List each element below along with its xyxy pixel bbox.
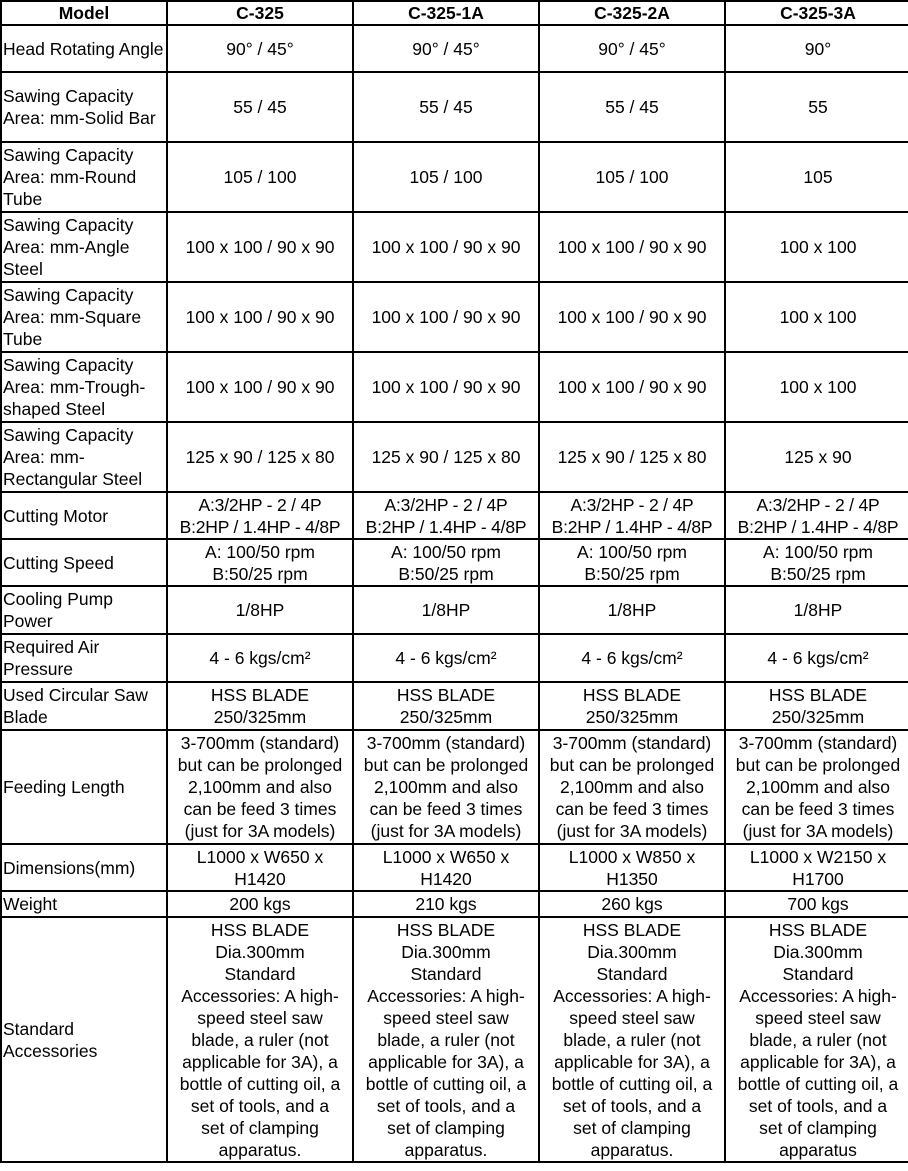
- cell-text: set of tools, and a: [562, 1095, 702, 1116]
- cell-text: 100 x 100: [779, 307, 857, 327]
- cell-text: H1420: [234, 868, 286, 889]
- cell-text: can be feed 3 times: [183, 799, 337, 819]
- header-model-c325: C-325: [167, 1, 353, 25]
- value-cell: [167, 282, 353, 352]
- cell-text: set of tools, and a: [190, 1095, 330, 1116]
- cell-text: 4 - 6 kgs/cm²: [395, 648, 497, 668]
- cell-text: H1350: [606, 868, 658, 889]
- row-label: Sawing Capacity Area: mm-Solid Bar: [1, 72, 167, 142]
- cell-text: Dia.300mm: [215, 941, 305, 962]
- table-row: [1, 917, 908, 1162]
- cell-text: 200 kgs: [229, 894, 291, 914]
- row-label: Sawing Capacity Area: mm-Rectangular Steel: [1, 422, 167, 492]
- table-row: [1, 586, 908, 634]
- cell-text: 100 x 100 / 90 x 90: [557, 237, 707, 257]
- cell-text: but can be prolonged: [735, 755, 901, 775]
- value-cell: [725, 282, 908, 352]
- table-row: [1, 844, 908, 891]
- cell-text: bottle of cutting oil, a: [365, 1073, 527, 1094]
- cell-text: HSS BLADE: [768, 685, 868, 705]
- cell-text: L1000 x W850 x: [568, 846, 696, 867]
- cell-text: Dia.300mm: [401, 941, 491, 962]
- value-cell: [167, 539, 353, 586]
- cell-text: B:2HP / 1.4HP - 4/8P: [551, 516, 713, 537]
- value-cell: [725, 72, 908, 142]
- table-row: [1, 634, 908, 682]
- cell-text: 1/8HP: [421, 600, 471, 620]
- cell-text: 125 x 90 / 125 x 80: [371, 447, 521, 467]
- value-cell: [353, 142, 539, 212]
- table-row: [1, 25, 908, 72]
- value-cell: [353, 212, 539, 282]
- cell-text: 90° / 45°: [226, 38, 294, 59]
- value-cell: [353, 539, 539, 586]
- table-row: [1, 730, 908, 844]
- row-label: Sawing Capacity Area: mm-Square Tube: [1, 282, 167, 352]
- cell-text: applicable for 3A), a: [182, 1051, 338, 1072]
- cell-text: set of clamping: [387, 1117, 505, 1138]
- cell-text: 100 x 100 / 90 x 90: [371, 237, 521, 257]
- cell-text: HSS BLADE: [396, 919, 496, 940]
- cell-text: 3-700mm (standard): [180, 733, 340, 753]
- value-cell: [539, 891, 725, 917]
- cell-text: B:50/25 rpm: [398, 563, 494, 584]
- cell-text: blade, a ruler (not: [191, 1029, 329, 1050]
- value-cell: [353, 682, 539, 730]
- cell-text: 2,100mm and also: [560, 777, 704, 797]
- cell-text: apparatus: [779, 1139, 857, 1160]
- row-label: Used Circular Saw Blade: [1, 682, 167, 730]
- table-row: [1, 212, 908, 282]
- value-cell: [725, 539, 908, 586]
- cell-text: 55 / 45: [605, 97, 659, 117]
- table-row: [1, 142, 908, 212]
- cell-text: bottle of cutting oil, a: [737, 1073, 899, 1094]
- cell-text: 3-700mm (standard): [738, 733, 898, 753]
- value-cell: [725, 917, 908, 1162]
- cell-text: Accessories: A high-: [739, 985, 897, 1006]
- cell-text: 100 x 100 / 90 x 90: [185, 307, 335, 327]
- cell-text: A: 100/50 rpm: [577, 541, 687, 562]
- table-row: [1, 352, 908, 422]
- value-cell: [353, 586, 539, 634]
- cell-text: 90° / 45°: [598, 38, 666, 59]
- cell-text: speed steel saw: [383, 1007, 509, 1028]
- value-cell: [539, 25, 725, 72]
- cell-text: 3-700mm (standard): [366, 733, 526, 753]
- value-cell: [725, 891, 908, 917]
- cell-text: speed steel saw: [755, 1007, 881, 1028]
- cell-text: apparatus.: [218, 1139, 302, 1160]
- cell-text: 105 / 100: [595, 167, 669, 187]
- cell-text: 250/325mm: [399, 707, 493, 727]
- cell-text: can be feed 3 times: [741, 799, 895, 819]
- table-row: [1, 492, 908, 539]
- value-cell: [539, 586, 725, 634]
- cell-text: 125 x 90: [784, 447, 852, 467]
- cell-text: B:50/25 rpm: [770, 563, 866, 584]
- cell-text: 100 x 100 / 90 x 90: [557, 377, 707, 397]
- value-cell: [725, 492, 908, 539]
- value-cell: [539, 682, 725, 730]
- cell-text: bottle of cutting oil, a: [551, 1073, 713, 1094]
- table-row: [1, 422, 908, 492]
- cell-text: Standard: [224, 963, 296, 984]
- value-cell: [353, 282, 539, 352]
- header-model-c325-2a: C-325-2A: [539, 1, 725, 25]
- cell-text: 210 kgs: [415, 894, 477, 914]
- cell-text: 100 x 100 / 90 x 90: [185, 377, 335, 397]
- cell-text: but can be prolonged: [363, 755, 529, 775]
- cell-text: 700 kgs: [787, 894, 849, 914]
- cell-text: 100 x 100 / 90 x 90: [371, 307, 521, 327]
- cell-text: A: 100/50 rpm: [391, 541, 501, 562]
- cell-text: 250/325mm: [585, 707, 679, 727]
- table-row: [1, 282, 908, 352]
- cell-text: 250/325mm: [771, 707, 865, 727]
- cell-text: B:2HP / 1.4HP - 4/8P: [179, 516, 341, 537]
- cell-text: A:3/2HP - 2 / 4P: [756, 494, 880, 515]
- cell-text: 105: [803, 167, 833, 187]
- row-label: Cooling Pump Power: [1, 586, 167, 634]
- value-cell: [725, 142, 908, 212]
- value-cell: [539, 844, 725, 891]
- cell-text: Accessories: A high-: [553, 985, 711, 1006]
- cell-text: H1700: [792, 868, 844, 889]
- cell-text: applicable for 3A), a: [740, 1051, 896, 1072]
- value-cell: [167, 72, 353, 142]
- value-cell: [167, 682, 353, 730]
- cell-text: 2,100mm and also: [746, 777, 890, 797]
- value-cell: [167, 586, 353, 634]
- cell-text: can be feed 3 times: [369, 799, 523, 819]
- row-label: Head Rotating Angle: [1, 25, 167, 72]
- value-cell: [353, 422, 539, 492]
- cell-text: 2,100mm and also: [188, 777, 332, 797]
- cell-text: bottle of cutting oil, a: [179, 1073, 341, 1094]
- cell-text: 1/8HP: [235, 600, 285, 620]
- cell-text: set of clamping: [201, 1117, 319, 1138]
- value-cell: [167, 25, 353, 72]
- value-cell: [167, 422, 353, 492]
- cell-text: speed steel saw: [197, 1007, 323, 1028]
- cell-text: 100 x 100 / 90 x 90: [185, 237, 335, 257]
- cell-text: L1000 x W650 x: [382, 846, 510, 867]
- value-cell: [539, 212, 725, 282]
- row-label: Required Air Pressure: [1, 634, 167, 682]
- cell-text: 100 x 100 / 90 x 90: [557, 307, 707, 327]
- cell-text: Standard: [410, 963, 482, 984]
- cell-text: Dia.300mm: [773, 941, 863, 962]
- table-row: [1, 891, 908, 917]
- value-cell: [353, 25, 539, 72]
- cell-text: 90° / 45°: [412, 38, 480, 59]
- value-cell: [353, 917, 539, 1162]
- value-cell: [353, 352, 539, 422]
- cell-text: Standard: [782, 963, 854, 984]
- cell-text: 55: [808, 97, 828, 117]
- value-cell: [167, 634, 353, 682]
- cell-text: Standard: [596, 963, 668, 984]
- row-label: Sawing Capacity Area: mm-Trough-shaped Steel: [1, 352, 167, 422]
- cell-text: apparatus.: [590, 1139, 674, 1160]
- cell-text: 4 - 6 kgs/cm²: [581, 648, 683, 668]
- value-cell: [167, 891, 353, 917]
- cell-text: HSS BLADE: [582, 919, 682, 940]
- header-row: [1, 1, 908, 25]
- cell-text: speed steel saw: [569, 1007, 695, 1028]
- cell-text: 260 kgs: [601, 894, 663, 914]
- value-cell: [725, 212, 908, 282]
- cell-text: (just for 3A models): [556, 821, 708, 841]
- cell-text: 90°: [804, 38, 832, 59]
- value-cell: [725, 586, 908, 634]
- value-cell: [725, 25, 908, 72]
- cell-text: blade, a ruler (not: [749, 1029, 887, 1050]
- cell-text: (just for 3A models): [184, 821, 336, 841]
- cell-text: applicable for 3A), a: [368, 1051, 524, 1072]
- value-cell: [353, 730, 539, 844]
- value-cell: [353, 634, 539, 682]
- value-cell: [353, 492, 539, 539]
- value-cell: [539, 730, 725, 844]
- value-cell: [167, 352, 353, 422]
- cell-text: apparatus.: [404, 1139, 488, 1160]
- value-cell: [353, 891, 539, 917]
- cell-text: L1000 x W650 x: [196, 846, 324, 867]
- cell-text: set of tools, and a: [376, 1095, 516, 1116]
- cell-text: (just for 3A models): [370, 821, 522, 841]
- cell-text: 1/8HP: [793, 600, 843, 620]
- table-row: [1, 72, 908, 142]
- value-cell: [539, 72, 725, 142]
- row-label: Feeding Length: [1, 730, 167, 844]
- cell-text: HSS BLADE: [768, 919, 868, 940]
- table-row: [1, 539, 908, 586]
- cell-text: HSS BLADE: [210, 685, 310, 705]
- cell-text: 125 x 90 / 125 x 80: [185, 447, 335, 467]
- value-cell: [167, 212, 353, 282]
- cell-text: (just for 3A models): [742, 821, 894, 841]
- value-cell: [725, 634, 908, 682]
- cell-text: B:50/25 rpm: [212, 563, 308, 584]
- cell-text: H1420: [420, 868, 472, 889]
- header-model-c325-1a: C-325-1A: [353, 1, 539, 25]
- cell-text: A:3/2HP - 2 / 4P: [198, 494, 322, 515]
- row-label: Standard Accessories: [1, 917, 167, 1162]
- cell-text: 3-700mm (standard): [552, 733, 712, 753]
- cell-text: B:2HP / 1.4HP - 4/8P: [365, 516, 527, 537]
- cell-text: A:3/2HP - 2 / 4P: [384, 494, 508, 515]
- value-cell: [539, 492, 725, 539]
- cell-text: 250/325mm: [213, 707, 307, 727]
- cell-text: Accessories: A high-: [367, 985, 525, 1006]
- cell-text: 105 / 100: [223, 167, 297, 187]
- value-cell: [539, 539, 725, 586]
- cell-text: set of clamping: [573, 1117, 691, 1138]
- value-cell: [539, 282, 725, 352]
- cell-text: B:2HP / 1.4HP - 4/8P: [737, 516, 899, 537]
- cell-text: but can be prolonged: [549, 755, 715, 775]
- cell-text: HSS BLADE: [582, 685, 682, 705]
- value-cell: [725, 422, 908, 492]
- value-cell: [539, 352, 725, 422]
- cell-text: HSS BLADE: [210, 919, 310, 940]
- value-cell: [725, 844, 908, 891]
- cell-text: applicable for 3A), a: [554, 1051, 710, 1072]
- value-cell: [539, 142, 725, 212]
- cell-text: 55 / 45: [233, 97, 287, 117]
- cell-text: A: 100/50 rpm: [763, 541, 873, 562]
- value-cell: [539, 422, 725, 492]
- cell-text: Accessories: A high-: [181, 985, 339, 1006]
- cell-text: 4 - 6 kgs/cm²: [209, 648, 311, 668]
- cell-text: 100 x 100: [779, 377, 857, 397]
- cell-text: B:50/25 rpm: [584, 563, 680, 584]
- cell-text: L1000 x W2150 x: [749, 846, 887, 867]
- cell-text: set of clamping: [759, 1117, 877, 1138]
- cell-text: 4 - 6 kgs/cm²: [767, 648, 869, 668]
- value-cell: [167, 730, 353, 844]
- value-cell: [725, 352, 908, 422]
- value-cell: [539, 917, 725, 1162]
- cell-text: set of tools, and a: [748, 1095, 888, 1116]
- row-label: Cutting Motor: [1, 492, 167, 539]
- value-cell: [725, 730, 908, 844]
- value-cell: [167, 844, 353, 891]
- cell-text: Dia.300mm: [587, 941, 677, 962]
- cell-text: 100 x 100 / 90 x 90: [371, 377, 521, 397]
- value-cell: [167, 917, 353, 1162]
- cell-text: 100 x 100: [779, 237, 857, 257]
- value-cell: [539, 634, 725, 682]
- row-label: Dimensions(mm): [1, 844, 167, 891]
- value-cell: [353, 844, 539, 891]
- header-model-c325-3a: C-325-3A: [725, 1, 908, 25]
- header-model-label: Model: [1, 1, 167, 25]
- cell-text: 125 x 90 / 125 x 80: [557, 447, 707, 467]
- cell-text: HSS BLADE: [396, 685, 496, 705]
- cell-text: 2,100mm and also: [374, 777, 518, 797]
- cell-text: 105 / 100: [409, 167, 483, 187]
- cell-text: 1/8HP: [607, 600, 657, 620]
- row-label: Weight: [1, 891, 167, 917]
- cell-text: but can be prolonged: [177, 755, 343, 775]
- cell-text: A: 100/50 rpm: [205, 541, 315, 562]
- cell-text: blade, a ruler (not: [377, 1029, 515, 1050]
- value-cell: [353, 72, 539, 142]
- cell-text: blade, a ruler (not: [563, 1029, 701, 1050]
- row-label: Cutting Speed: [1, 539, 167, 586]
- value-cell: [725, 682, 908, 730]
- table-row: [1, 682, 908, 730]
- row-label: Sawing Capacity Area: mm-Round Tube: [1, 142, 167, 212]
- cell-text: can be feed 3 times: [555, 799, 709, 819]
- row-label: Sawing Capacity Area: mm-Angle Steel: [1, 212, 167, 282]
- cell-text: A:3/2HP - 2 / 4P: [570, 494, 694, 515]
- cell-text: 55 / 45: [419, 97, 473, 117]
- value-cell: [167, 492, 353, 539]
- value-cell: [167, 142, 353, 212]
